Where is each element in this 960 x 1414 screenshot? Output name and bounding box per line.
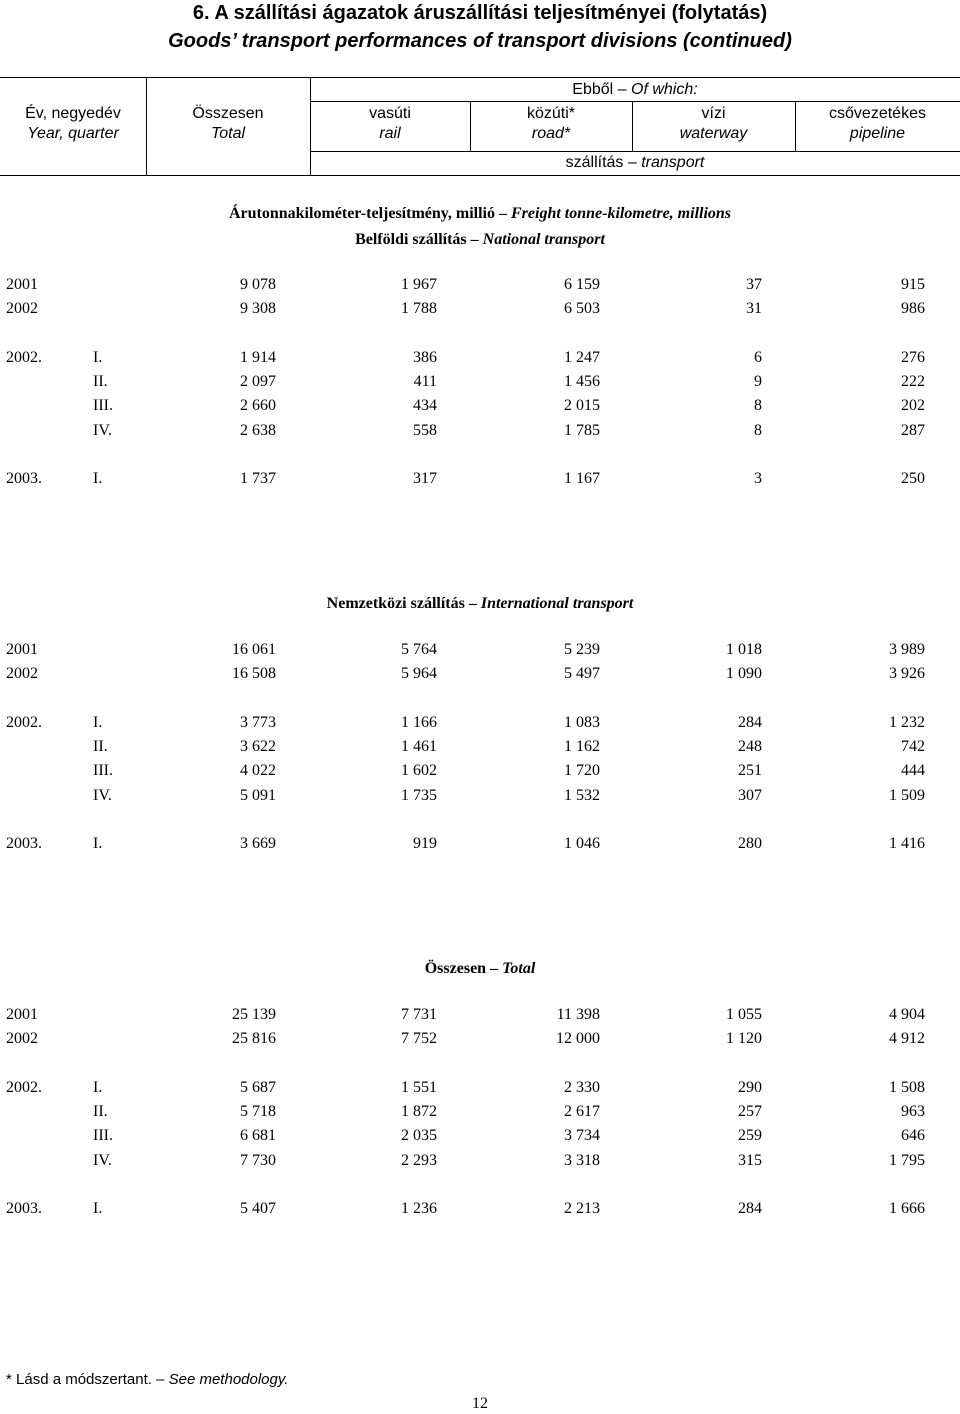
cell-road: 2 213 bbox=[564, 1200, 600, 1217]
row-year: 2002. bbox=[6, 714, 42, 731]
cell-road: 12 000 bbox=[556, 1030, 600, 1047]
cell-road: 3 734 bbox=[564, 1127, 600, 1144]
cell-pipeline: 1 509 bbox=[889, 787, 925, 804]
cell-road: 1 167 bbox=[564, 470, 600, 487]
table-row bbox=[0, 1101, 960, 1123]
cell-rail: 1 461 bbox=[401, 738, 437, 755]
cell-road: 1 785 bbox=[564, 422, 600, 439]
of-which-rule bbox=[310, 101, 960, 102]
cell-rail: 2 293 bbox=[401, 1152, 437, 1169]
row-quarter: I. bbox=[93, 1079, 103, 1096]
cell-pipeline: 4 904 bbox=[889, 1006, 925, 1023]
cell-road: 1 083 bbox=[564, 714, 600, 731]
header-total: Összesen Total bbox=[192, 105, 264, 142]
table-row bbox=[0, 1150, 960, 1172]
cell-rail: 317 bbox=[413, 470, 437, 487]
header-top-rule bbox=[0, 77, 960, 78]
header-pipeline: csővezetékes pipeline bbox=[829, 105, 926, 142]
cell-pipeline: 3 926 bbox=[889, 665, 925, 682]
cell-pipeline: 963 bbox=[901, 1103, 925, 1120]
cell-road: 5 497 bbox=[564, 665, 600, 682]
cell-rail: 434 bbox=[413, 397, 437, 414]
row-quarter: II. bbox=[93, 1103, 108, 1120]
cell-road: 1 162 bbox=[564, 738, 600, 755]
row-quarter: III. bbox=[93, 397, 113, 414]
cell-waterway: 307 bbox=[738, 787, 762, 804]
row-quarter: III. bbox=[93, 1127, 113, 1144]
row-quarter: I. bbox=[93, 1200, 103, 1217]
table-row bbox=[0, 712, 960, 734]
cell-waterway: 1 090 bbox=[726, 665, 762, 682]
cell-waterway: 251 bbox=[738, 762, 762, 779]
cell-pipeline: 3 989 bbox=[889, 641, 925, 658]
cell-waterway: 315 bbox=[738, 1152, 762, 1169]
table-row bbox=[0, 274, 960, 296]
cell-total: 25 139 bbox=[232, 1006, 276, 1023]
cell-pipeline: 915 bbox=[901, 276, 925, 293]
cell-waterway: 31 bbox=[746, 300, 762, 317]
cell-rail: 1 166 bbox=[401, 714, 437, 731]
cell-waterway: 259 bbox=[738, 1127, 762, 1144]
row-quarter: II. bbox=[93, 738, 108, 755]
cell-waterway: 8 bbox=[754, 422, 762, 439]
table-row bbox=[0, 347, 960, 369]
cell-pipeline: 222 bbox=[901, 373, 925, 390]
cell-rail: 386 bbox=[413, 349, 437, 366]
row-quarter: IV. bbox=[93, 787, 112, 804]
header-bottom-rule bbox=[0, 175, 960, 176]
cell-road: 2 015 bbox=[564, 397, 600, 414]
cell-pipeline: 444 bbox=[901, 762, 925, 779]
header-year: Év, negyedév Year, quarter bbox=[25, 105, 121, 142]
row-quarter: I. bbox=[93, 714, 103, 731]
cell-waterway: 280 bbox=[738, 835, 762, 852]
cell-pipeline: 1 416 bbox=[889, 835, 925, 852]
cell-pipeline: 742 bbox=[901, 738, 925, 755]
cell-rail: 1 967 bbox=[401, 276, 437, 293]
row-quarter: III. bbox=[93, 762, 113, 779]
cell-total: 3 622 bbox=[240, 738, 276, 755]
row-quarter: IV. bbox=[93, 422, 112, 439]
title-hungarian: 6. A szállítási ágazatok áruszállítási teljesítményei (folytatás) bbox=[192, 2, 768, 24]
cell-total: 2 097 bbox=[240, 373, 276, 390]
header-rail: vasúti rail bbox=[369, 105, 411, 142]
cell-road: 11 398 bbox=[556, 1006, 600, 1023]
cell-waterway: 37 bbox=[746, 276, 762, 293]
cell-pipeline: 4 912 bbox=[889, 1030, 925, 1047]
cell-waterway: 1 120 bbox=[726, 1030, 762, 1047]
cell-rail: 1 602 bbox=[401, 762, 437, 779]
cell-total: 5 091 bbox=[240, 787, 276, 804]
row-quarter: II. bbox=[93, 373, 108, 390]
cell-pipeline: 1 508 bbox=[889, 1079, 925, 1096]
row-year: 2002 bbox=[6, 1030, 38, 1047]
cell-road: 1 720 bbox=[564, 762, 600, 779]
cell-road: 6 503 bbox=[564, 300, 600, 317]
row-quarter: IV. bbox=[93, 1152, 112, 1169]
cell-total: 16 508 bbox=[232, 665, 276, 682]
cell-total: 2 638 bbox=[240, 422, 276, 439]
cell-total: 7 730 bbox=[240, 1152, 276, 1169]
row-year: 2001 bbox=[6, 276, 38, 293]
cell-total: 5 407 bbox=[240, 1200, 276, 1217]
cell-total: 3 669 bbox=[240, 835, 276, 852]
cell-total: 1 914 bbox=[240, 349, 276, 366]
table-row bbox=[0, 1198, 960, 1220]
table-row bbox=[0, 1028, 960, 1050]
cell-total: 25 816 bbox=[232, 1030, 276, 1047]
cell-road: 2 617 bbox=[564, 1103, 600, 1120]
row-year: 2003. bbox=[6, 470, 42, 487]
table-row bbox=[0, 760, 960, 782]
cell-waterway: 248 bbox=[738, 738, 762, 755]
cell-total: 1 737 bbox=[240, 470, 276, 487]
header-waterway: vízi waterway bbox=[679, 105, 748, 142]
cell-total: 9 308 bbox=[240, 300, 276, 317]
cell-road: 1 247 bbox=[564, 349, 600, 366]
header-road: közúti* road* bbox=[526, 105, 576, 142]
cell-pipeline: 276 bbox=[901, 349, 925, 366]
transport-rule bbox=[310, 151, 960, 152]
cell-rail: 7 731 bbox=[401, 1006, 437, 1023]
header-transport: szállítás – transport bbox=[565, 154, 705, 171]
table-row bbox=[0, 420, 960, 442]
cell-waterway: 1 055 bbox=[726, 1006, 762, 1023]
cell-road: 1 456 bbox=[564, 373, 600, 390]
cell-rail: 919 bbox=[413, 835, 437, 852]
unit-label: Árutonnakilométer-teljesítmény, millió – Freight tonne-kilometre, millions bbox=[228, 205, 732, 222]
title-english: Goods’ transport performances of transport divisions (continued) bbox=[168, 30, 792, 52]
cell-road: 3 318 bbox=[564, 1152, 600, 1169]
page-number: 12 bbox=[472, 1395, 488, 1412]
cell-road: 1 532 bbox=[564, 787, 600, 804]
cell-waterway: 284 bbox=[738, 1200, 762, 1217]
cell-waterway: 290 bbox=[738, 1079, 762, 1096]
cell-waterway: 1 018 bbox=[726, 641, 762, 658]
cell-total: 16 061 bbox=[232, 641, 276, 658]
cell-rail: 5 964 bbox=[401, 665, 437, 682]
row-year: 2003. bbox=[6, 1200, 42, 1217]
cell-rail: 1 735 bbox=[401, 787, 437, 804]
cell-total: 5 718 bbox=[240, 1103, 276, 1120]
row-year: 2002 bbox=[6, 665, 38, 682]
cell-waterway: 257 bbox=[738, 1103, 762, 1120]
row-quarter: I. bbox=[93, 470, 103, 487]
table-row bbox=[0, 1004, 960, 1026]
row-year: 2003. bbox=[6, 835, 42, 852]
cell-rail: 7 752 bbox=[401, 1030, 437, 1047]
table-row bbox=[0, 395, 960, 417]
cell-pipeline: 202 bbox=[901, 397, 925, 414]
row-year: 2001 bbox=[6, 641, 38, 658]
cell-rail: 1 872 bbox=[401, 1103, 437, 1120]
cell-total: 3 773 bbox=[240, 714, 276, 731]
cell-waterway: 6 bbox=[754, 349, 762, 366]
table-row bbox=[0, 1125, 960, 1147]
table-row bbox=[0, 663, 960, 685]
table-row bbox=[0, 371, 960, 393]
cell-waterway: 284 bbox=[738, 714, 762, 731]
cell-rail: 1 788 bbox=[401, 300, 437, 317]
table-row bbox=[0, 785, 960, 807]
cell-rail: 558 bbox=[413, 422, 437, 439]
row-year: 2002. bbox=[6, 349, 42, 366]
cell-total: 4 022 bbox=[240, 762, 276, 779]
row-year: 2002 bbox=[6, 300, 38, 317]
cell-pipeline: 986 bbox=[901, 300, 925, 317]
cell-pipeline: 250 bbox=[901, 470, 925, 487]
table-row bbox=[0, 736, 960, 758]
cell-pipeline: 287 bbox=[901, 422, 925, 439]
row-quarter: I. bbox=[93, 349, 103, 366]
row-year: 2001 bbox=[6, 1006, 38, 1023]
table-row bbox=[0, 833, 960, 855]
cell-pipeline: 1 795 bbox=[889, 1152, 925, 1169]
cell-total: 9 078 bbox=[240, 276, 276, 293]
cell-rail: 2 035 bbox=[401, 1127, 437, 1144]
cell-total: 6 681 bbox=[240, 1127, 276, 1144]
cell-rail: 5 764 bbox=[401, 641, 437, 658]
cell-waterway: 3 bbox=[754, 470, 762, 487]
cell-pipeline: 646 bbox=[901, 1127, 925, 1144]
cell-road: 6 159 bbox=[564, 276, 600, 293]
table-row bbox=[0, 468, 960, 490]
table-row bbox=[0, 298, 960, 320]
cell-waterway: 9 bbox=[754, 373, 762, 390]
cell-total: 5 687 bbox=[240, 1079, 276, 1096]
cell-rail: 411 bbox=[413, 373, 437, 390]
header-of-which: Ebből – Of which: bbox=[572, 81, 698, 98]
cell-pipeline: 1 232 bbox=[889, 714, 925, 731]
cell-waterway: 8 bbox=[754, 397, 762, 414]
row-year: 2002. bbox=[6, 1079, 42, 1096]
row-quarter: I. bbox=[93, 835, 103, 852]
cell-road: 2 330 bbox=[564, 1079, 600, 1096]
cell-road: 5 239 bbox=[564, 641, 600, 658]
footnote: * Lásd a módszertant. – See methodology. bbox=[6, 1371, 289, 1388]
section-heading-total: Összesen – Total bbox=[424, 960, 536, 977]
section-heading-international: Nemzetközi szállítás – International transport bbox=[326, 595, 634, 612]
table-row bbox=[0, 639, 960, 661]
cell-rail: 1 236 bbox=[401, 1200, 437, 1217]
section-heading-national: Belföldi szállítás – National transport bbox=[355, 231, 605, 248]
cell-rail: 1 551 bbox=[401, 1079, 437, 1096]
table-row bbox=[0, 1077, 960, 1099]
cell-total: 2 660 bbox=[240, 397, 276, 414]
cell-road: 1 046 bbox=[564, 835, 600, 852]
cell-pipeline: 1 666 bbox=[889, 1200, 925, 1217]
